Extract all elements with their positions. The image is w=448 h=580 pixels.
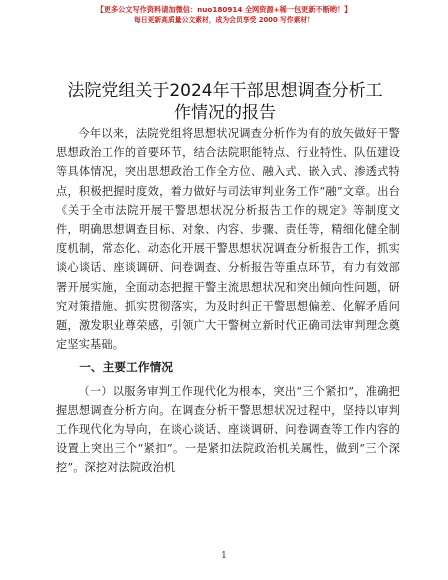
promo-banner: [0, 4, 448, 26]
promo-line-2: 每日更新高质量公文素材，成为会员享受 2000 写作素材！: [134, 16, 314, 24]
body-paragraph: （一）以服务审判工作现代化为根本，突出“三个紧扣”，准确把握思想调查分析方向。在调查分析干警思想状况过程中，坚持以审判工作现代化为导向，在谈心谈话、座谈调研、问卷调查等工作内容的设置上突出三个“紧扣”。一是紧扣法院政治机关属性，做到“三个深挖”。深挖对法院政治机: [56, 384, 400, 475]
document-body: [56, 124, 400, 478]
intro-paragraph: 今年以来，法院党组将思想状况调查分析作为有的放矢做好干警思想政治工作的首要环节，结合法院职能特点、行业特性、队伍建设等具体情况，突出思想政治工作全方位、融入式、嵌入式、渗透式特点，积极把握时度效，着力做好与司法审判业务工作“融”文章。出台《关于全市法院开展干警思想状况分析报告工作的规定》等制度文件，明确思想调查目标、对象、内容、步骤、责任等，精细化健全制度机制，常态化、动态化开展干警思想状况调查分析报告工作，抓实谈心谈话、座谈调研、问卷调查、分析报告等重点环节，有力有效部署开展实施，全面动态把握干警主流思想状况和突出倾向性问题，研究对策措施、抓实贯彻落实，为及时纠正干警思想偏差、化解矛盾问题，激发职业尊荣感，引领广大干警树立新时代正确司法审判理念奠定坚实基础。: [56, 127, 400, 352]
document-title: 法院党组关于2024年干部思想调查分析工作情况的报告: [67, 81, 383, 123]
section-heading: 一、主要工作情况: [79, 360, 174, 375]
page-number: 1: [221, 551, 227, 561]
promo-line-1: 【更多公文写作资料请加微信：nuo180914 全网资源+稀一包更新不断哟！】: [96, 5, 352, 14]
